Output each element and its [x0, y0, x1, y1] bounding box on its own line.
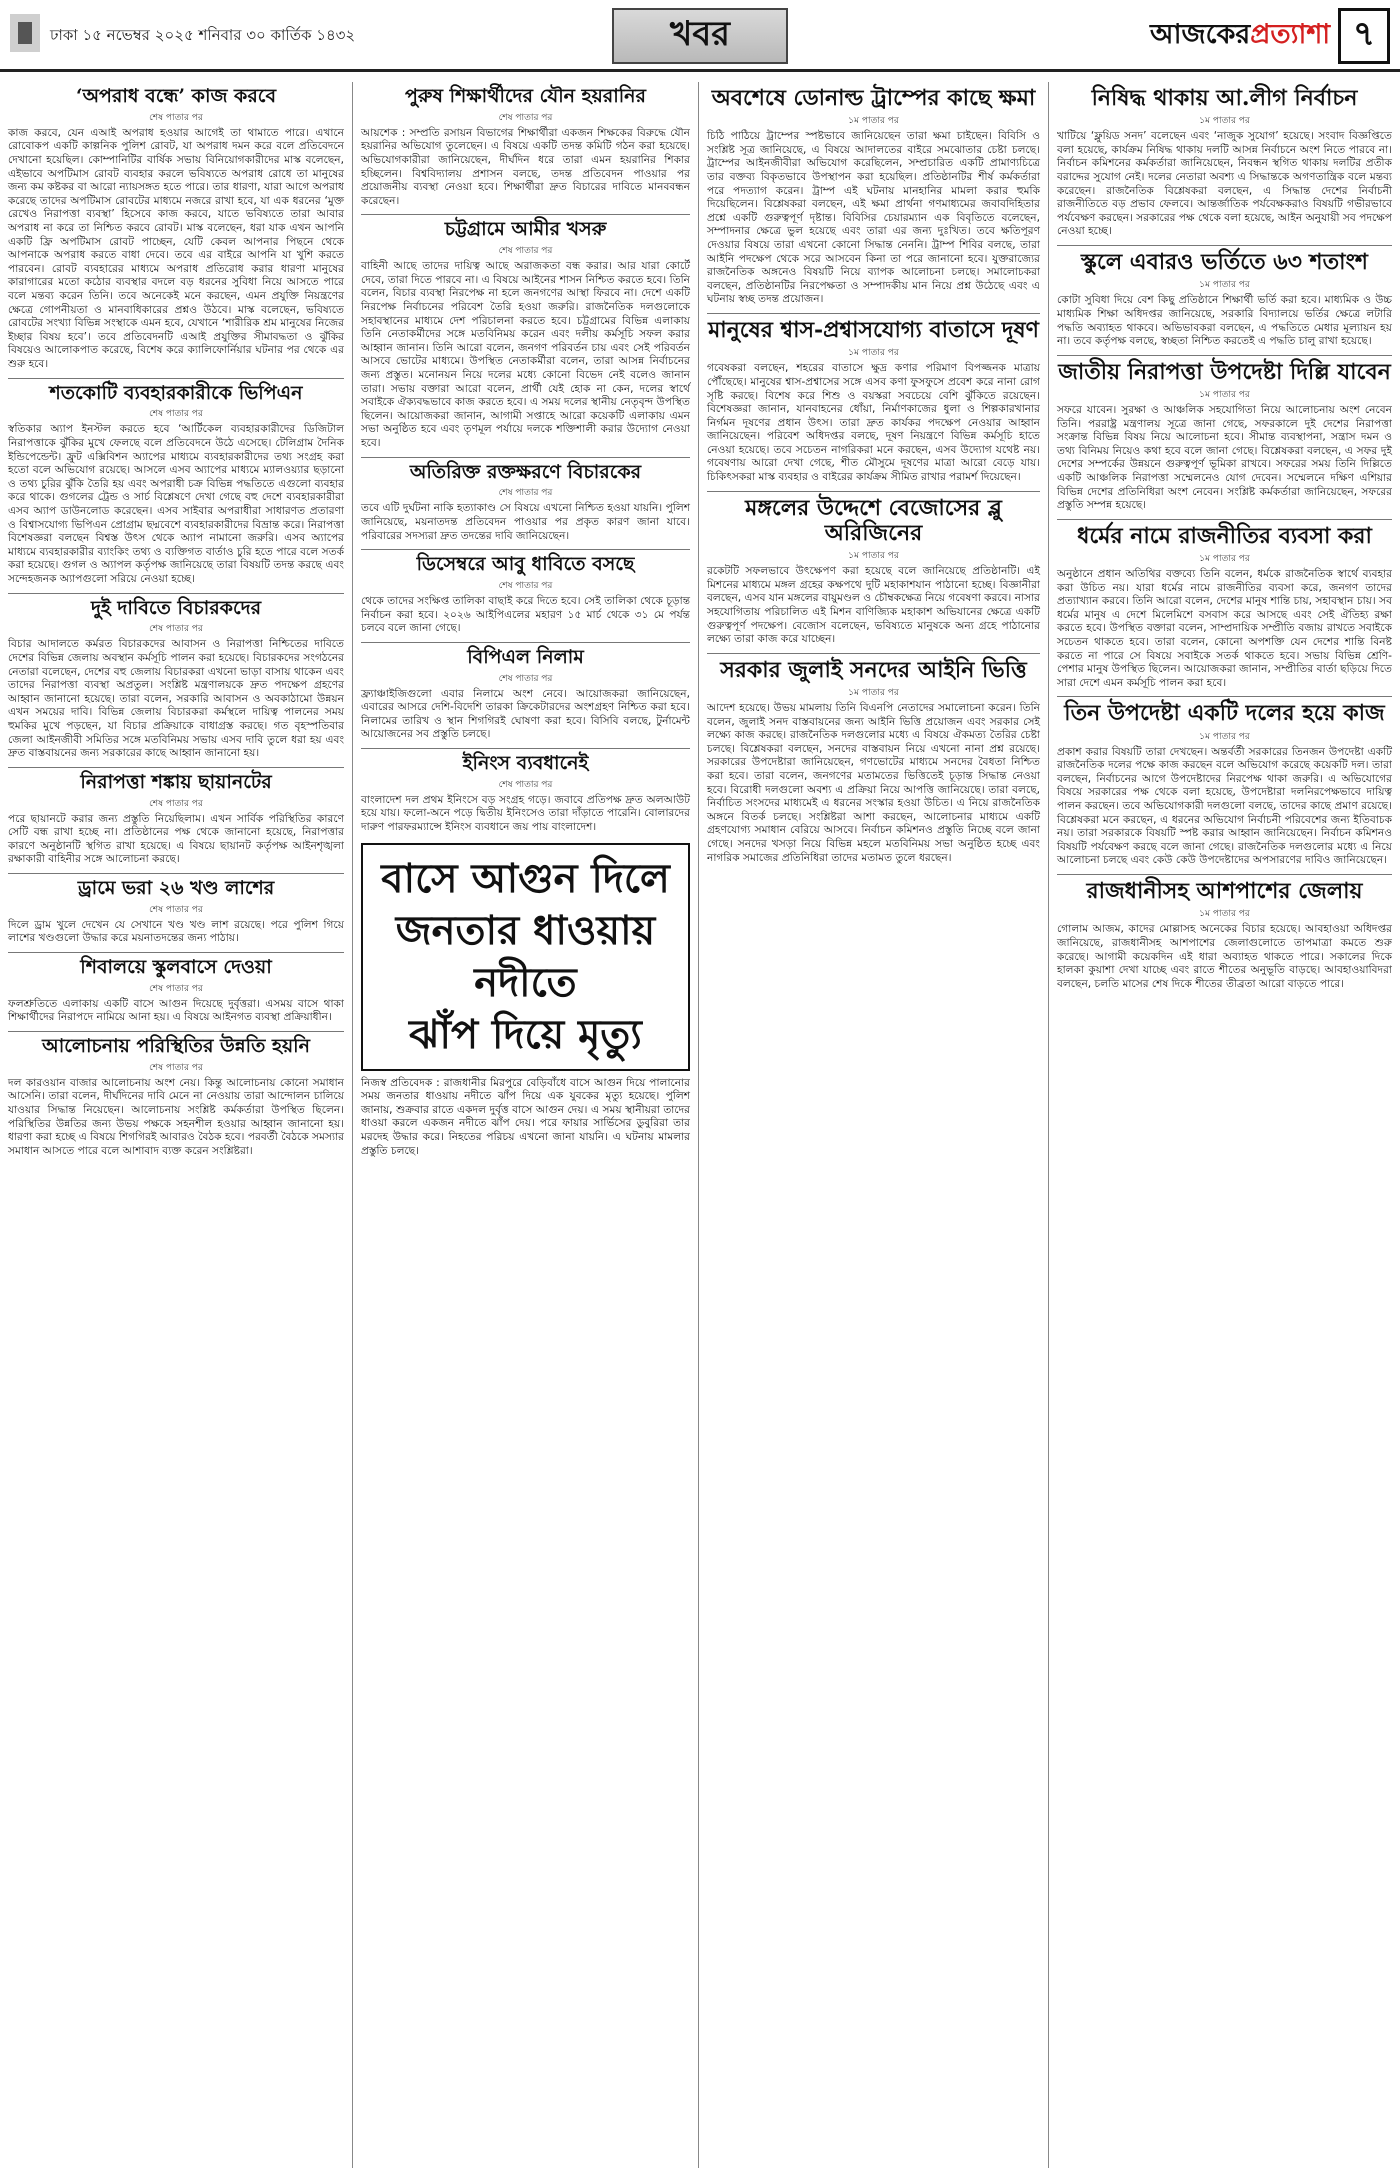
- article-headline[interactable]: ডিসেম্বরে আবু ধাবিতে বসছে: [416, 553, 635, 576]
- page-flag-icon: [10, 14, 40, 52]
- article-body: বিচার আদালতে কর্মরত বিচারকদের আবাসন ও নিরাপত্তা নিশ্চিতের দাবিতে দেশের বিভিন্ন জেলায় অবস্থান কর্মসূচি পালন করা হয়েছে। বিচারকদের সংগঠনের নেতারা বলেছেন, দেশের বহু জেলায় বিচারকরা এখনো ভাড়া বাসায় থাকেন এবং তাদের নিরাপত্তা ব্যবস্থা অপ্রতুল। সংশ্লিষ্ট মন্ত্রণালয়কে দ্রুত পদক্ষেপ গ্রহণের আহ্বান জানানো হয়েছে। তারা বলেন, সরকারি আবাসন ও অবকাঠামো উন্নয়ন এখন সময়ের দাবি। বিভিন্ন জেলায় বিচারকরা কর্মস্থলে দায়িত্ব পালনের সময় হুমকির মুখে পড়ছেন, যা বিচার প্রক্রিয়াকে বাধাগ্রস্ত করছে। গত বৃহস্পতিবার জেলা আইনজীবী সমিতির সঙ্গে মতবিনিময় সভায় এসব দাবি তুলে ধরা হয় এবং দ্রুত বাস্তবায়নের জন্য সরকারের কাছে আহ্বান জানানো হয়।: [8, 638, 344, 760]
- article: [1057, 524, 1392, 691]
- continuation-note: ১ম পাতার পর: [848, 688, 899, 699]
- boxed-headline[interactable]: [361, 843, 690, 1071]
- dateline: ঢাকা ১৫ নভেম্বর ২০২৫ শনিবার ৩০ কার্তিক ১৪৩২: [50, 26, 356, 44]
- article-body: ফ্র্যাঞ্চাইজিগুলো এবার নিলামে অংশ নেবে। আয়োজকরা জানিয়েছেন, এবারের আসরে দেশি-বিদেশি তারকা ক্রিকেটারদের অংশগ্রহণ নিশ্চিত করা হবে। নিলামের তারিখ ও স্থান শিগগিরই ঘোষণা করা হবে। বিসিবি বলছে, টুর্নামেন্ট আয়োজনের সব প্রস্তুতি চলছে।: [361, 687, 690, 741]
- article-headline[interactable]: সরকার জুলাই সনদের আইনি ভিত্তি: [720, 656, 1027, 683]
- article-body: বাহিনী আছে তাদের দায়িত্ব আছে অরাজকতা বন্ধ করার। আর যারা কোর্টে দেবে, তারা দিতে পারবে না। এ বিষয়ে আইনের শাসন নিশ্চিত করতে হবে। তিনি বলেন, বিচার ব্যবস্থা নিরপেক্ষ না হলে জনগণের আস্থা ফিরবে না। দেশে একটি নিরপেক্ষ নির্বাচনের পরিবেশ তৈরি হওয়া জরুরি। রাজনৈতিক দলগুলোকে সহাবস্থানের মাধ্যমে দেশ পরিচালনা করতে হবে। চট্টগ্রামের বিভিন্ন এলাকায় তিনি নেতাকর্মীদের সঙ্গে মতবিনিময় করেন এবং দলীয় কর্মসূচি সফল করার আহ্বান জানান। তিনি আরো বলেন, জনগণ পরিবর্তন চায় এবং সেই পরিবর্তন আসবে ভোটের মাধ্যমে। উপস্থিত নেতাকর্মীরা বলেন, তারা আসন্ন নির্বাচনের জন্য প্রস্তুত। মনোনয়ন নিয়ে দলের মধ্যে কোনো বিভেদ নেই বলেও জানান তারা। সভায় বক্তারা আরো বলেন, প্রার্থী যেই হোক না কেন, দলের স্বার্থে সবাইকে ঐক্যবদ্ধভাবে কাজ করতে হবে। এ সময় দলের স্থানীয় নেতৃবৃন্দ উপস্থিত ছিলেন। আয়োজকরা জানান, আগামী সপ্তাহে আরো কয়েকটি এলাকায় এমন সভা অনুষ্ঠিত হবে এবং তৃণমূল পর্যায়ে দলকে শক্তিশালী করার উদ্যোগ নেওয়া হবে।: [361, 260, 690, 449]
- article: [1057, 879, 1392, 991]
- article: [1057, 701, 1392, 868]
- article: [707, 318, 1040, 485]
- article-body: স্বতিকার অ্যাপ ইনস্টল করতে হবে ‘আর্টিকেল ব্যবহারকারীদের ডিজিটাল নিরাপত্তাকে ঝুঁকির মুখে ফেলছে বলে প্রতিবেদনে উঠে এসেছে। টেলিগ্রাম দৈনিক ইন্ডিপেন্ডেন্ট। ফ্রুট এক্সিবিশন অ্যাপের মাধ্যমে ব্যবহারকারীদের তথ্য সংগ্রহ করা হতো বলে অভিযোগ রয়েছে। আসলে এসব অ্যাপের মাধ্যমে ম্যালওয়্যার ছড়ানো ও তথ্য চুরির ঝুঁকি তৈরি হয় এবং অপরাধী চক্র বিভিন্ন পদ্ধতিতে এগুলো ব্যবহার করে থাকে। গুগলের ট্রেন্ড ও সার্চ বিশ্লেষণে দেখা গেছে বহু দেশে ব্যবহারকারীরা এসব অ্যাপ ডাউনলোড করেছেন। এসব সাইবার অপরাধীরা সাধারণত প্রতারণা ও বিশ্বাসযোগ্য ভিপিএন প্রোগ্রাম ছদ্মবেশে ব্যবহারকারীদের বিভ্রান্ত করে। নিরাপত্তা বিশেষজ্ঞরা বলছেন বিশ্বস্ত উৎস থেকে অ্যাপ নামানো জরুরি। এসব অ্যাপের মাধ্যমে ব্যবহারকারীর ব্যাংকিং তথ্য ও ব্যক্তিগত বার্তাও চুরি হতে পারে বলে সতর্ক করা হয়েছে। গুগল ও অ্যাপল কর্তৃপক্ষ জানিয়েছে তারা বিষয়টি তদন্ত করছে এবং সন্দেহজনক অ্যাপগুলো সরিয়ে নেওয়া হচ্ছে।: [8, 423, 344, 585]
- article-body: প্রকাশ করার বিষয়টি তারা দেখছেন। অন্তর্বর্তী সরকারের তিনজন উপদেষ্টা একটি রাজনৈতিক দলের পক্ষে কাজ করছেন বলে অভিযোগ করেছে কয়েকটি দল। তারা বলছেন, নির্বাচনের আগে উপদেষ্টাদের নিরপেক্ষ থাকা জরুরি। এ অভিযোগের বিষয়ে সরকারের পক্ষ থেকে বলা হয়েছে, উপদেষ্টারা দলনিরপেক্ষভাবে দায়িত্ব পালন করছেন। তবে অভিযোগকারী দলগুলো বলছে, তাদের কাছে প্রমাণ রয়েছে। বিশ্লেষকরা মনে করছেন, এ ধরনের অভিযোগ নির্বাচনী পরিবেশের জন্য ইতিবাচক নয়। তারা সরকারকে বিষয়টি স্পষ্ট করার আহ্বান জানিয়েছেন। নির্বাচন কমিশনও বিষয়টি পর্যবেক্ষণ করছে বলে জানা গেছে। রাজনৈতিক দলগুলোর মধ্যে এ নিয়ে আলোচনা চলছে এবং কেউ কেউ উপদেষ্টাদের অপসারণের দাবিও জানিয়েছেন।: [1057, 745, 1392, 867]
- article: [707, 496, 1040, 647]
- continuation-note: শেষ পাতার পর: [149, 409, 203, 420]
- article-headline[interactable]: ‘অপরাধ বন্ধে’ কাজ করবে: [75, 85, 277, 107]
- continuation-note: ১ম পাতার পর: [848, 348, 899, 359]
- article-headline[interactable]: পুরুষ শিক্ষার্থীদের যৌন হয়রানির: [405, 85, 646, 107]
- article-headline[interactable]: শতকোটি ব্যবহারকারীকে ভিপিএন: [49, 381, 303, 404]
- column-2: [352, 82, 698, 2168]
- article: [1057, 86, 1392, 239]
- article-body: সফরে যাবেন। সুরক্ষা ও আঞ্চলিক সহযোগিতা নিয়ে আলোচনায় অংশ নেবেন তিনি। পররাষ্ট্র মন্ত্রণালয় সূত্রে জানা গেছে, সফরকালে দুই দেশের নিরাপত্তা সংক্রান্ত বিভিন্ন বিষয় নিয়ে আলোচনা হবে। সীমান্ত ব্যবস্থাপনা, সন্ত্রাস দমন ও তথ্য বিনিময় নিয়েও কথা হবে বলে জানা গেছে। বিশ্লেষকরা বলছেন, এ সফর দুই দেশের সম্পর্কের উন্নয়নে গুরুত্বপূর্ণ ভূমিকা রাখবে। সফরের সময় তিনি দিল্লিতে একটি আঞ্চলিক নিরাপত্তা সম্মেলনেও যোগ দেবেন। সম্মেলনে দক্ষিণ এশিয়ার বিভিন্ন দেশের প্রতিনিধিরা অংশ নেবেন। সংশ্লিষ্ট কর্মকর্তারা জানিয়েছেন, সফরের প্রস্তুতি সম্পন্ন হয়েছে।: [1057, 404, 1392, 512]
- continuation-note: ১ম পাতার পর: [1199, 116, 1250, 127]
- continuation-note: ১ম পাতার পর: [1199, 731, 1250, 742]
- continuation-note: শেষ পাতার পর: [149, 1062, 203, 1073]
- article: [8, 878, 344, 946]
- divider: [8, 378, 344, 379]
- divider: [361, 214, 690, 215]
- article: [1057, 360, 1392, 513]
- article-body: গোলাম আজম, কাদের মোল্লাসহ অনেকের বিচার হয়েছে। আবহাওয়া অধিদপ্তর জানিয়েছে, রাজধানীসহ আশপাশের জেলাগুলোতে তাপমাত্রা কমতে শুরু করেছে। আগামী কয়েকদিন এই ধারা অব্যাহত থাকতে পারে। সকালের দিকে হালকা কুয়াশা দেখা যাচ্ছে এবং রাতে শীতের অনুভূতি বাড়ছে। আবহাওয়াবিদরা বলছেন, চলতি মাসের শেষ দিকে শীতের তীব্রতা আরো বাড়তে পারে।: [1057, 923, 1392, 990]
- continuation-note: শেষ পাতার পর: [149, 983, 203, 994]
- column-1: [0, 82, 352, 2168]
- continuation-note: শেষ পাতার পর: [498, 779, 553, 790]
- column-4: [1048, 82, 1400, 2168]
- section-label: খবর: [670, 13, 730, 54]
- article-headline[interactable]: মানুষের শ্বাস-প্রশ্বাসযোগ্য বাতাসে দূষণ: [708, 317, 1039, 344]
- continuation-note: শেষ পাতার পর: [498, 581, 553, 592]
- article-body: আদেশ হয়েছে। উভয় মামলায় তিনি বিএনপি নেতাদের সমালোচনা করেন। তিনি বলেন, জুলাই সনদ বাস্তবায়নের জন্য আইনি ভিত্তি প্রয়োজন এবং সরকার সেই লক্ষ্যে কাজ করছে। রাজনৈতিক দলগুলোর মধ্যে এ বিষয়ে ঐকমত্য তৈরির চেষ্টা চলছে। বিশ্লেষকরা বলছেন, সনদের বাস্তবায়ন নিয়ে এখনো নানা প্রশ্ন রয়েছে। সরকারের উপদেষ্টারা জানিয়েছেন, গণভোটের মাধ্যমে সনদের বৈধতা নিশ্চিত করা হবে। তারা বলেন, জনগণের মতামতের ভিত্তিতেই চূড়ান্ত সিদ্ধান্ত নেওয়া হবে। বিরোধী দলগুলো অবশ্য এ প্রক্রিয়া নিয়ে আপত্তি জানিয়েছে। তারা বলছে, নির্বাচিত সংসদের মাধ্যমেই এ ধরনের সংস্কার হওয়া উচিত। এ নিয়ে রাজনৈতিক অঙ্গনে বিতর্ক চলছে। সংশ্লিষ্টরা আশা করছেন, আলোচনার মাধ্যমে একটি গ্রহণযোগ্য সমাধান বেরিয়ে আসবে। নির্বাচন কমিশনও প্রস্তুতি নিচ্ছে বলে জানা গেছে। সনদের খসড়া নিয়ে বিভিন্ন মহলে মতবিনিময় সভা অনুষ্ঠিত হচ্ছে এবং নাগরিক সমাজের প্রতিনিধিরা তাদের মতামত তুলে ধরছেন।: [707, 702, 1040, 864]
- continuation-note: ১ম পাতার পর: [1199, 390, 1250, 401]
- article-body: দিলে ড্রাম খুলে দেখেন যে সেখানে খণ্ড খণ্ড লাশ রয়েছে। পরে পুলিশ গিয়ে লাশের খণ্ডগুলো উদ্ধার করে ময়নাতদন্তের জন্য পাঠায়।: [8, 918, 344, 945]
- page-number: ৭: [1338, 8, 1390, 64]
- article-headline[interactable]: স্কুলে এবারও ভর্তিতে ৬৩ শতাংশ: [1081, 249, 1368, 276]
- article-body: তবে এটি দুর্ঘটনা নাকি হত্যাকাণ্ড সে বিষয়ে এখনো নিশ্চিত হওয়া যায়নি। পুলিশ জানিয়েছে, ময়নাতদন্ত প্রতিবেদন পাওয়ার পর প্রকৃত কারণ জানা যাবে। পরিবারের সদস্যরা দ্রুত তদন্তের দাবি জানিয়েছেন।: [361, 502, 690, 542]
- article-body: দল কারওয়ান বাজার আলোচনায় অংশ নেয়। কিন্তু আলোচনায় কোনো সমাধান আসেনি। তারা বলেন, দীর্ঘদিনের দাবি মেনে না নেওয়ায় তারা আন্দোলন চালিয়ে যাওয়ার সিদ্ধান্ত নিয়েছেন। আলোচনায় সংশ্লিষ্ট কর্মকর্তারা উপস্থিত ছিলেন। পরিস্থিতির উন্নতির জন্য উভয় পক্ষকে সহনশীল হওয়ার আহ্বান জানানো হয়। ধারণা করা হচ্ছে এ বিষয়ে শিগগিরই আবারও বৈঠক হবে। পরবর্তী বৈঠকে সমস্যার সমাধান আসতে পারে বলে আশাবাদ ব্যক্ত করেন সংশ্লিষ্টরা।: [8, 1076, 344, 1157]
- article-headline[interactable]: অবশেষে ডোনাল্ড ট্রাম্পের কাছে ক্ষমা: [711, 85, 1036, 111]
- article-headline[interactable]: ড্রামে ভরা ২৬ খণ্ড লাশের: [77, 876, 275, 899]
- article: [361, 647, 690, 742]
- divider: [707, 313, 1040, 314]
- article-headline[interactable]: ধর্মের নামে রাজনীতির ব্যবসা করা: [1077, 522, 1372, 549]
- divider: [707, 491, 1040, 492]
- boxed-headline-line: জনতার ধাওয়ায় নদীতে: [395, 906, 656, 1006]
- article: [361, 554, 690, 636]
- boxed-headline-line: বাসে আগুন দিলে: [381, 854, 670, 902]
- article-headline[interactable]: শিবালয়ে স্কুলবাসে দেওয়া: [80, 955, 272, 978]
- article: [8, 383, 344, 587]
- boxed-article-body: নিজস্ব প্রতিবেদক : রাজধানীর মিরপুরে বেড়িবাঁধে বাসে আগুন দিয়ে পালানোর সময় জনতার ধাওয়ায় নদীতে ঝাঁপ দিয়ে এক যুবকের মৃত্যু হয়েছে। পুলিশ জানায়, শুক্রবার রাতে একদল দুর্বৃত্ত বাসে আগুন দেয়। এ সময় স্থানীয়রা তাদের ধাওয়া করলে একজন নদীতে ঝাঁপ দেয়। পরে ফায়ার সার্ভিসের ডুবুরিরা তার মরদেহ উদ্ধার করে। নিহতের পরিচয় এখনো জানা যায়নি। এ ঘটনায় মামলার প্রস্তুতি চলছে।: [361, 1076, 690, 1157]
- divider: [361, 642, 690, 643]
- divider: [8, 952, 344, 953]
- continuation-note: শেষ পাতার পর: [498, 488, 553, 499]
- divider: [361, 748, 690, 749]
- article-headline[interactable]: রাজধানীসহ আশপাশের জেলায়: [1086, 878, 1363, 905]
- article-headline[interactable]: অতিরিক্ত রক্তক্ষরণে বিচারকের: [409, 460, 642, 483]
- continuation-note: ১ম পাতার পর: [1199, 554, 1250, 565]
- divider: [8, 593, 344, 594]
- article-headline[interactable]: বিপিএল নিলাম: [467, 645, 584, 668]
- article: [707, 86, 1040, 307]
- article-headline[interactable]: তিন উপদেষ্টা একটি দলের হয়ে কাজ: [1064, 700, 1385, 727]
- continuation-note: ১ম পাতার পর: [1199, 280, 1250, 291]
- column-3: [698, 82, 1048, 2168]
- continuation-note: শেষ পাতার পর: [498, 673, 553, 684]
- divider: [8, 1031, 344, 1032]
- article-body: আয়শেক : সম্প্রতি রসায়ন বিভাগের শিক্ষার্থীরা একজন শিক্ষকের বিরুদ্ধে যৌন হয়রানির অভিযোগ তুলেছেন। এ বিষয়ে একটি তদন্ত কমিটি গঠন করা হয়েছে। অভিযোগকারীরা জানিয়েছেন, দীর্ঘদিন ধরে তারা এমন হয়রানির শিকার হচ্ছিলেন। বিশ্ববিদ্যালয় প্রশাসন বলছে, তদন্ত প্রতিবেদন পাওয়ার পর প্রয়োজনীয় ব্যবস্থা নেওয়া হবে। শিক্ষার্থীরা দ্রুত বিচারের দাবিতে মানববন্ধন করেছেন।: [361, 126, 690, 207]
- article-body: ফলশ্রুতিতে এলাকায় একটি বাসে আগুন দিয়েছে দুর্বৃত্তরা। এসময় বাসে থাকা শিক্ষার্থীদের নিরাপদে নামিয়ে আনা হয়। এ বিষয়ে আইনগত ব্যবস্থা প্রক্রিয়াধীন।: [8, 997, 344, 1024]
- article: [8, 1036, 344, 1158]
- article-body: থেকে তাদের সংক্ষিপ্ত তালিকা বাছাই করে দিতে হবে। সেই তালিকা থেকে চূড়ান্ত নির্বাচন করা হবে। ২০২৬ আইপিএলের মহারণ ১৫ মার্চ থেকে ৩১ মে পর্যন্ত চলবে বলে জানা গেছে।: [361, 595, 690, 635]
- divider: [1057, 245, 1392, 246]
- article-headline[interactable]: জাতীয় নিরাপত্তা উপদেষ্টা দিল্লি যাবেন: [1058, 358, 1391, 385]
- article-headline[interactable]: চট্টগ্রামে আমীর খসরু: [444, 218, 607, 241]
- article-body: চিঠি পাঠিয়ে ট্রাম্পের স্পষ্টভাবে জানিয়েছেন তারা ক্ষমা চাইছেন। বিবিসি ও সংশ্লিষ্ট সূত্র জানিয়েছে, এ বিষয়ে আদালতের বাইরে সমঝোতার চেষ্টা চলছে। ট্রাম্পের আইনজীবীরা অভিযোগ করেছিলেন, সম্প্রচারিত একটি প্রামাণ্যচিত্রে তার বক্তব্য বিকৃতভাবে উপস্থাপন করা হয়েছিল। প্রতিষ্ঠানটির শীর্ষ কর্মকর্তারা পরে পদত্যাগ করেন। ট্রাম্প এই ঘটনায় মানহানির মামলা করার হুমকি দিয়েছিলেন। বিশ্লেষকরা বলছেন, এই ক্ষমা প্রার্থনা গণমাধ্যমের জবাবদিহিতার প্রশ্নে একটি গুরুত্বপূর্ণ দৃষ্টান্ত। বিবিসির চেয়ারম্যান এক বিবৃতিতে বলেছেন, সম্পাদনার ক্ষেত্রে ভুল হয়েছে এবং তারা এর জন্য দুঃখিত। তবে ক্ষতিপূরণ দেওয়ার বিষয়ে তারা এখনো কোনো সিদ্ধান্ত নেননি। ট্রাম্প শিবির বলছে, তারা আইনি পদক্ষেপ থেকে সরে আসবেন কিনা তা পরে জানানো হবে। যুক্তরাজ্যের রাজনৈতিক অঙ্গনেও বিষয়টি নিয়ে ব্যাপক আলোচনা চলছে। সমালোচকরা বলছেন, প্রতিষ্ঠানটির নিরপেক্ষতা ও সম্পাদকীয় মান নিয়ে প্রশ্ন উঠেছে এবং এ ঘটনায় স্বচ্ছ তদন্ত প্রয়োজন।: [707, 130, 1040, 306]
- boxed-headline-line: ঝাঁপ দিয়ে মৃত্যু: [409, 1010, 642, 1058]
- divider: [1057, 874, 1392, 875]
- article: [8, 598, 344, 761]
- logo-part-1: আজকের: [1150, 18, 1251, 50]
- article: [361, 753, 690, 835]
- continuation-note: শেষ পাতার পর: [149, 798, 203, 809]
- article-headline[interactable]: দুই দাবিতে বিচারকদের: [90, 596, 262, 619]
- article-headline[interactable]: আলোচনায় পরিস্থিতির উন্নতি হয়নি: [42, 1034, 310, 1057]
- article-body: বাংলাদেশ দল প্রথম ইনিংসে বড় সংগ্রহ গড়ে। জবাবে প্রতিপক্ষ দ্রুত অলআউট হয়ে যায়। ফলো-অনে পড়ে দ্বিতীয় ইনিংসেও তারা দাঁড়াতে পারেনি। বোলারদের দারুণ পারফরম্যান্সে ইনিংস ব্যবধানে জয় পায় বাংলাদেশ।: [361, 793, 690, 834]
- divider: [707, 653, 1040, 654]
- article: [361, 219, 690, 450]
- article-headline[interactable]: নিরাপত্তা শঙ্কায় ছায়ানটের: [80, 770, 272, 793]
- continuation-note: শেষ পাতার পর: [498, 112, 553, 123]
- article-body: রকেটটি সফলভাবে উৎক্ষেপণ করা হয়েছে বলে জানিয়েছে প্রতিষ্ঠানটি। এই মিশনের মাধ্যমে মঙ্গল গ্রহের কক্ষপথে দুটি মহাকাশযান পাঠানো হচ্ছে। বিজ্ঞানীরা বলছেন, এসব যান মঙ্গলের বায়ুমণ্ডল ও চৌম্বকক্ষেত্র নিয়ে গবেষণা করবে। নাসার সহযোগিতায় পরিচালিত এই মিশন বাণিজ্যিক মহাকাশ অভিযানের ক্ষেত্রে একটি গুরুত্বপূর্ণ পদক্ষেপ। বেজোস বলেছেন, ভবিষ্যতে মানুষকে অন্য গ্রহে পাঠানোর লক্ষ্যে তারা কাজ করে যাচ্ছেন।: [707, 565, 1040, 646]
- continuation-note: শেষ পাতার পর: [149, 904, 203, 915]
- divider: [361, 549, 690, 550]
- article: [361, 86, 690, 208]
- article: [361, 462, 690, 544]
- article-body: অনুষ্ঠানে প্রধান অতিথির বক্তব্যে তিনি বলেন, ধর্মকে রাজনৈতিক স্বার্থে ব্যবহার করা উচিত নয়। যারা ধর্মের নামে রাজনীতির ব্যবসা করে, জনগণ তাদের প্রত্যাখ্যান করবে। তিনি আরো বলেন, দেশের মানুষ শান্তি চায়, সহাবস্থান চায়। সব ধর্মের মানুষ এ দেশে মিলেমিশে বসবাস করে আসছে এবং সেই ঐতিহ্য রক্ষা করতে হবে। উপস্থিত বক্তারা বলেন, সাম্প্রদায়িক সম্প্রীতি বজায় রাখতে সবাইকে সচেতন থাকতে হবে। তারা বলেন, কোনো অপশক্তি যেন দেশের শান্তি বিনষ্ট করতে না পারে সে বিষয়ে সবাইকে সতর্ক থাকতে হবে। সভায় বিভিন্ন শ্রেণি-পেশার মানুষ উপস্থিত ছিলেন। আয়োজকরা জানান, সম্প্রীতির বার্তা ছড়িয়ে দিতে সারা দেশে এমন কর্মসূচি পালন করা হবে।: [1057, 568, 1392, 689]
- divider: [8, 767, 344, 768]
- continuation-note: ১ম পাতার পর: [1199, 909, 1250, 920]
- divider: [1057, 519, 1392, 520]
- article: [707, 658, 1040, 865]
- newspaper-logo: [1150, 14, 1330, 58]
- divider: [1057, 355, 1392, 356]
- article-headline[interactable]: নিষিদ্ধ থাকায় আ.লীগ নির্বাচন: [1091, 85, 1358, 111]
- continuation-note: শেষ পাতার পর: [149, 624, 203, 635]
- article-body: পরে ছায়ানটে করার জন্য প্রস্তুতি নিয়েছিলাম। এখন সার্বিক পরিস্থিতির কারণে সেটি বন্ধ রাখা হচ্ছে না। প্রতিষ্ঠানের পক্ষ থেকে জানানো হয়েছে, নিরাপত্তার কারণে অনুষ্ঠানটি স্থগিত রাখা হয়েছে। এ বিষয়ে ছায়ানট কর্তৃপক্ষ আইনশৃঙ্খলা রক্ষাকারী বাহিনীর সঙ্গে আলোচনা করছে।: [8, 812, 344, 866]
- continuation-note: শেষ পাতার পর: [498, 246, 553, 257]
- divider: [361, 457, 690, 458]
- divider: [8, 873, 344, 874]
- article: [8, 957, 344, 1025]
- article: [8, 86, 344, 372]
- masthead: [0, 0, 1400, 72]
- continuation-note: ১ম পাতার পর: [848, 116, 899, 127]
- article-headline[interactable]: ইনিংস ব্যবধানেই: [462, 752, 589, 775]
- article-body: খাটিয়ে ‘ফ্লুয়িড সনদ’ বলেছেন এবং ‘নাজুক সুযোগ’ হয়েছে। সংবাদ বিজ্ঞপ্তিতে বলা হয়েছে, কার্যক্রম নিষিদ্ধ থাকায় দলটি আসন্ন নির্বাচনে অংশ নিতে পারবে না। নির্বাচন কমিশনের কর্মকর্তারা জানিয়েছেন, নিবন্ধন স্থগিত থাকায় দলটির প্রতীক বরাদ্দের সুযোগ নেই। দলের নেতারা অবশ্য এ সিদ্ধান্তকে অগণতান্ত্রিক বলে মন্তব্য করেছেন। রাজনৈতিক বিশ্লেষকরা বলছেন, এ সিদ্ধান্ত দেশের নির্বাচনী রাজনীতিতে বড় প্রভাব ফেলবে। আন্তর্জাতিক পর্যবেক্ষকরাও বিষয়টি গভীরভাবে পর্যবেক্ষণ করছেন। সরকারের পক্ষ থেকে বলা হয়েছে, আইন অনুযায়ী সব পদক্ষেপ নেওয়া হচ্ছে।: [1057, 130, 1392, 238]
- logo-part-2: প্রত্যাশা: [1250, 18, 1331, 50]
- section-label-box: [612, 8, 788, 64]
- divider: [1057, 696, 1392, 697]
- continuation-note: ১ম পাতার পর: [848, 551, 899, 562]
- article: [8, 772, 344, 867]
- article-body: কাজ করবে, যেন এআই অপরাধ হওয়ার আগেই তা থামাতে পারে। এখানে রোবোকপ একটি কাল্পনিক পুলিশ রোবট, যা অপরাধ দমন করে বলে প্রতিবেদনে দেখানো হয়েছিল। কোম্পানিটির বার্ষিক সভায় বিনিয়োগকারীদের মাস্ক বলেছেন, এইভাবে অপটিমাস রোবট ব্যবহার করলে ভবিষ্যতে অপরাধ রোধে তা মানুষের জন্য কম কষ্টকর বা আরো ন্যায়সঙ্গত হতে পারে। তার ধারণা, যারা আগে অপরাধ করেছে তাদের অপটিমাস রোবটের মাধ্যমে নজরে রাখা হবে, যা এক ধরনের ‘মুক্ত রেখেও নিরাপত্তা ব্যবস্থা’ হিসেবে কাজ করবে, যাতে ভবিষ্যতে তারা আবার অপরাধ না করে তা নিশ্চিত করবে রোবট। মাস্ক বলেছেন, ধরা যাক এখন আপনি একটি ফ্রি অপটিমাস রোবট পাচ্ছেন, যেটি কেবল আপনার পিছনে থেকে আপনাকে অপরাধ করতে বাধা দেবে। তবে এর বাইরে আপনি যা খুশি করতে পারবেন। রোবট ব্যবহারের মাধ্যমে অপরাধ প্রতিরোধ করার ধারণা মানুষের কারাগারের মতো কঠোর ব্যবস্থার বদলে বড় ধরনের সুবিধা নিয়ে আসতে পারে বলে মন্তব্য করেন তিনি। তবে অনেকেই মনে করছেন, এমন প্রযুক্তি নিয়ন্ত্রণের ক্ষেত্রে গোপনীয়তা ও মানবাধিকারের প্রশ্নও উঠবে। মাস্ক বলেছেন, ভবিষ্যতে রোবটের সংখ্যা বিভিন্ন সংস্থাকে এমন হবে, যেখানে ‘শারীরিক শ্রম মানুষের নিজের ইচ্ছার বিষয় হবে’। তবে প্রতিবেদনটি এআই প্রযুক্তির সীমাবদ্ধতা ও ঝুঁকির বিষয়েও আলোকপাত করেছে, বিশেষ করে ক্যালিফোর্নিয়ার ঘটনার পর থেকে এর শুরু হবে।: [8, 126, 344, 370]
- article-body: গবেষকরা বলছেন, শহরের বাতাসে ক্ষুদ্র কণার পরিমাণ বিপজ্জনক মাত্রায় পৌঁছেছে। মানুষের শ্বাস-প্রশ্বাসের সঙ্গে এসব কণা ফুসফুসে প্রবেশ করে নানা রোগ সৃষ্টি করছে। বিশেষ করে শিশু ও বয়স্করা সবচেয়ে বেশি ঝুঁকিতে রয়েছেন। বিশেষজ্ঞরা জানান, যানবাহনের ধোঁয়া, নির্মাণকাজের ধুলা ও শিল্পকারখানার নির্গমন দূষণের প্রধান উৎস। তারা দ্রুত কার্যকর পদক্ষেপ নেওয়ার আহ্বান জানিয়েছেন। পরিবেশ অধিদপ্তর বলছে, দূষণ নিয়ন্ত্রণে বিভিন্ন কর্মসূচি হাতে নেওয়া হয়েছে। তবে সচেতন নাগরিকরা মনে করছেন, এসব উদ্যোগ যথেষ্ট নয়। গবেষণায় আরো দেখা গেছে, শীত মৌসুমে দূষণের মাত্রা আরো বেড়ে যায়। চিকিৎসকরা মাস্ক ব্যবহার ও বাইরের কার্যক্রম সীমিত রাখার পরামর্শ দিয়েছেন।: [707, 362, 1040, 484]
- article-body: কোটা সুবিধা দিয়ে বেশ কিছু প্রতিষ্ঠানে শিক্ষার্থী ভর্তি করা হবে। মাধ্যমিক ও উচ্চ মাধ্যমিক শিক্ষা অধিদপ্তর জানিয়েছে, সরকারি বিদ্যালয়ে ভর্তির ক্ষেত্রে লটারি পদ্ধতি অব্যাহত থাকবে। অভিভাবকরা বলছেন, এ পদ্ধতিতে মেধার মূল্যায়ন হয় না। তবে কর্তৃপক্ষ বলছে, স্বচ্ছতা নিশ্চিত করতেই এ পদ্ধতি চালু রাখা হয়েছে।: [1057, 294, 1392, 348]
- article: [1057, 250, 1392, 349]
- article-headline[interactable]: মঙ্গলের উদ্দেশে বেজোসের ব্লু অরিজিনের: [745, 494, 1002, 546]
- continuation-note: শেষ পাতার পর: [149, 112, 203, 123]
